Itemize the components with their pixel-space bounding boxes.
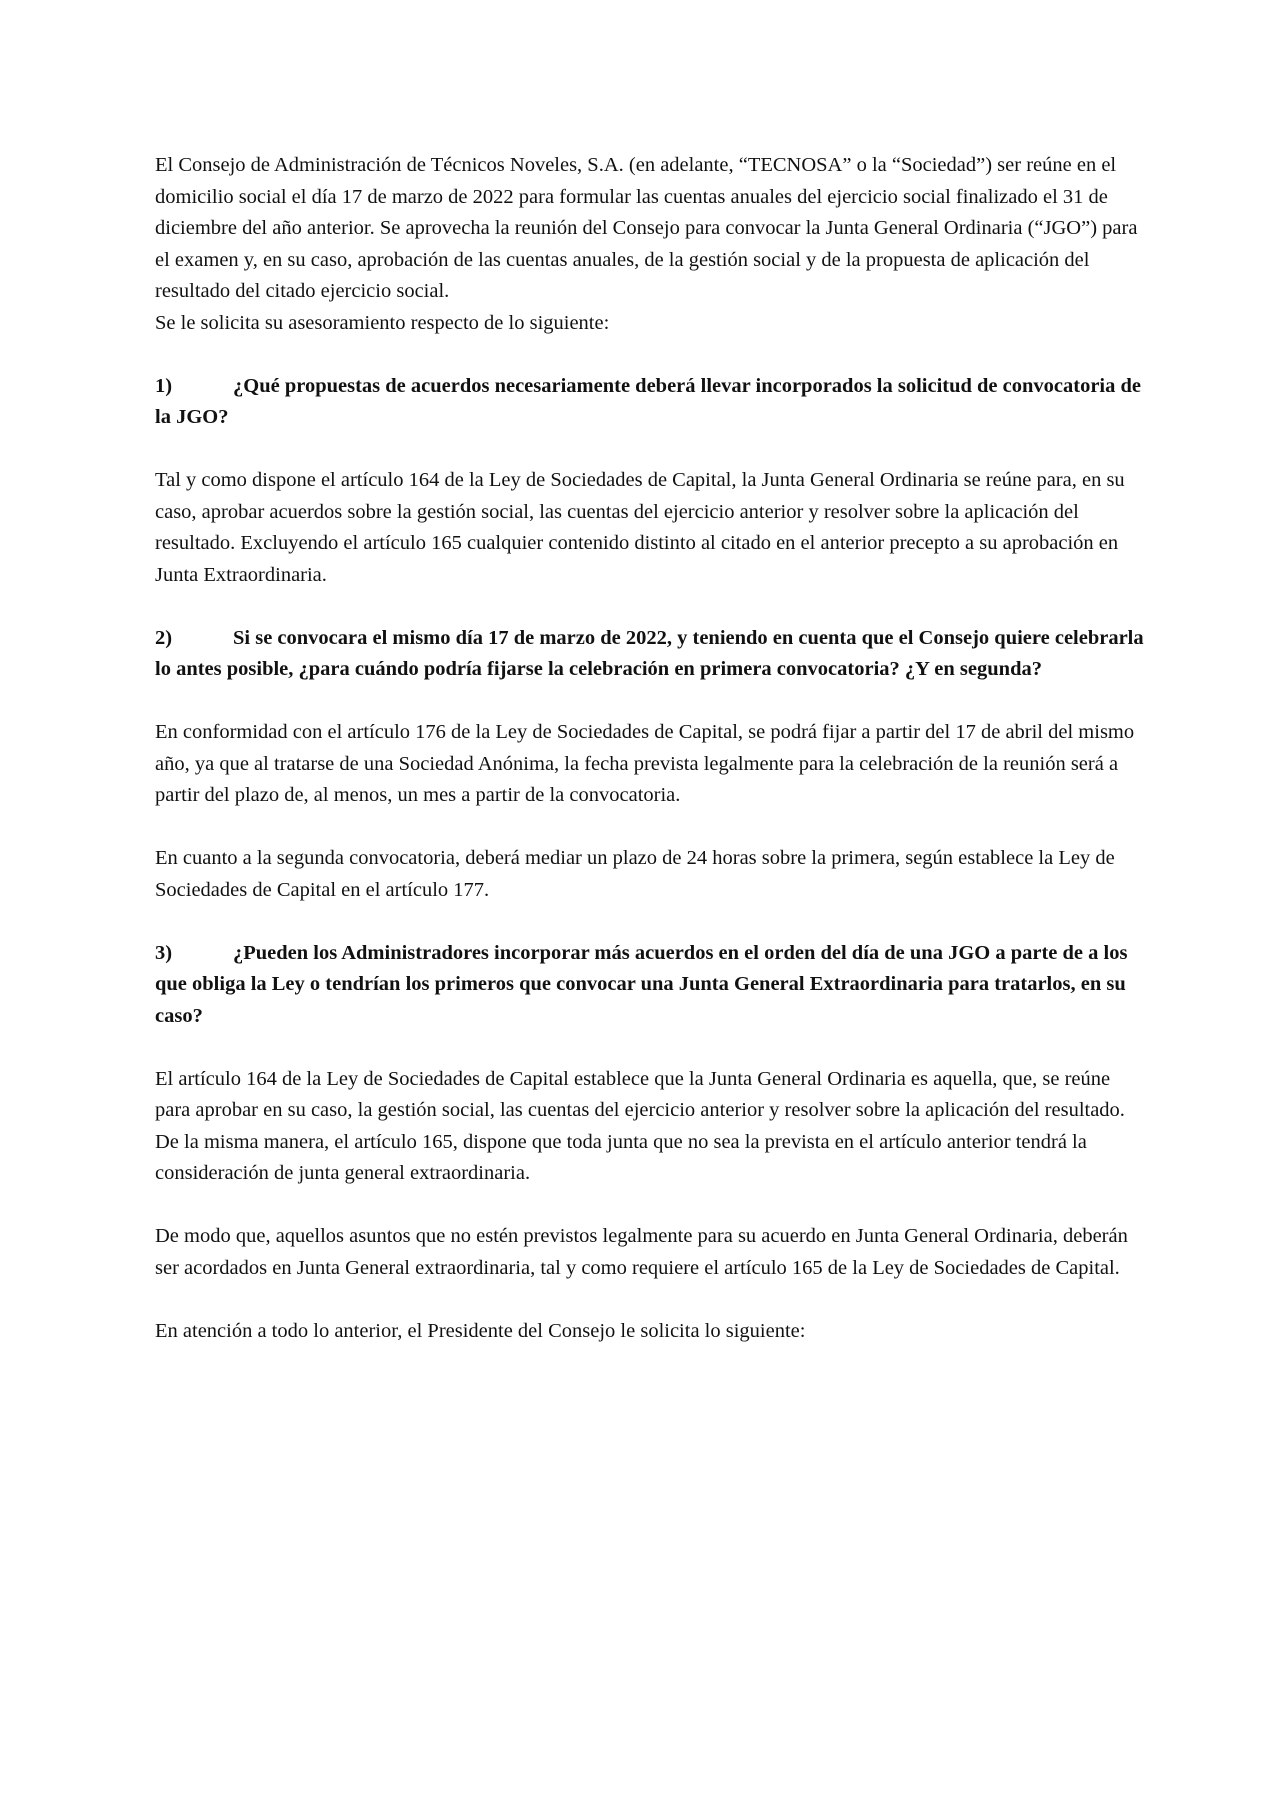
spacer xyxy=(155,1190,1145,1222)
question-2 xyxy=(155,623,1145,686)
question-1-text: ¿Qué propuestas de acuerdos necesariamente deberá llevar incorporados la solicitud de convocatoria de la JGO? xyxy=(155,374,1142,428)
answer-3-paragraph-1: El artículo 164 de la Ley de Sociedades de Capital establece que la Junta General Ordinaria es aquella, que, se reúne para aprobar en su caso, la gestión social, las cuentas del ejercicio anterior y resolver sobre la aplicación del resultado. De la misma manera, el artículo 165, dispone que toda junta que no sea la prevista en el artículo anterior tendrá la consideración de junta general extraordinaria. xyxy=(155,1067,1125,1184)
intro-paragraph: El Consejo de Administración de Técnicos Noveles, S.A. (en adelante, “TECNOSA” o la “Sociedad”) ser reúne en el domicilio social el día 17 de marzo de 2022 para formular las cuentas anuales del ejercicio social finalizado el 31 de diciembre del año anterior. Se aprovecha la reunión del Consejo para convocar la Junta General Ordinaria (“JGO”) para el examen y, en su caso, aprobación de las cuentas anuales, de la gestión social y de la propuesta de aplicación del resultado del citado ejercicio social. xyxy=(155,154,1138,302)
answer-3-paragraph-2: De modo que, aquellos asuntos que no estén previstos legalmente para su acuerdo en Junta General Ordinaria, deberán ser acordados en Junta General extraordinaria, tal y como requiere el artículo 165 de la Ley de Sociedades de Capital. xyxy=(155,1225,1128,1279)
spacer xyxy=(155,812,1145,844)
document-page xyxy=(155,150,1145,1347)
spacer xyxy=(155,591,1145,623)
spacer xyxy=(155,1032,1145,1064)
answer-2-paragraph-1: En conformidad con el artículo 176 de la Ley de Sociedades de Capital, se podrá fijar a partir del 17 de abril del mismo año, ya que al tratarse de una Sociedad Anónima, la fecha prevista legalmente para la celebración de la reunión será a partir del plazo de, al menos, un mes a partir de la convocatoria. xyxy=(155,721,1135,806)
answer-2-paragraph-2: En cuanto a la segunda convocatoria, deberá mediar un plazo de 24 horas sobre la primera, según establece la Ley de Sociedades de Capital en el artículo 177. xyxy=(155,847,1115,901)
intro-request: Se le solicita su asesoramiento respecto de lo siguiente: xyxy=(155,311,610,334)
question-3 xyxy=(155,938,1145,1033)
spacer xyxy=(155,339,1145,371)
question-3-text: ¿Pueden los Administradores incorporar más acuerdos en el orden del día de una JGO a parte de a los que obliga la Ley o tendrían los primeros que convocar una Junta General Extraordinaria para tratarlos, en su caso? xyxy=(155,941,1128,1027)
answer-1-paragraph-1: Tal y como dispone el artículo 164 de la Ley de Sociedades de Capital, la Junta General Ordinaria se reúne para, en su caso, aprobar acuerdos sobre la gestión social, las cuentas del ejercicio anterior y resolver sobre la aplicación del resultado. Excluyendo el artículo 165 cualquier contenido distinto al citado en el anterior precepto a su aprobación en Junta Extraordinaria. xyxy=(155,469,1125,586)
closing-paragraph: En atención a todo lo anterior, el Presidente del Consejo le solicita lo siguiente: xyxy=(155,1319,806,1342)
spacer xyxy=(155,1284,1145,1316)
question-3-number: 3) xyxy=(155,941,173,964)
question-1-number: 1) xyxy=(155,374,173,397)
spacer xyxy=(155,434,1145,466)
question-2-text: Si se convocara el mismo día 17 de marzo de 2022, y teniendo en cuenta que el Consejo quiere celebrarla lo antes posible, ¿para cuándo podría fijarse la celebración en primera convocatoria? ¿Y en segunda? xyxy=(155,626,1144,680)
spacer xyxy=(155,686,1145,718)
question-2-number: 2) xyxy=(155,626,173,649)
spacer xyxy=(155,906,1145,938)
question-1 xyxy=(155,371,1145,434)
